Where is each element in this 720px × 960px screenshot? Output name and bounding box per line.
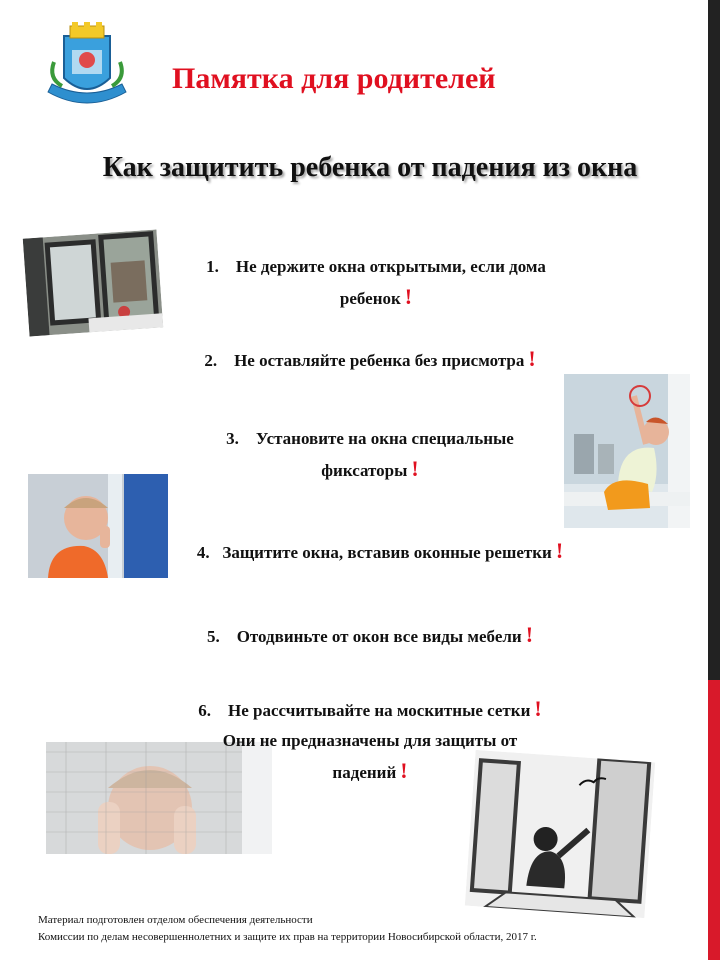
city-coat-of-arms-icon — [44, 22, 130, 110]
exclamation-icon: ! — [525, 622, 534, 647]
exclamation-icon: ! — [400, 758, 408, 783]
list-item-6-number: 6. — [198, 701, 212, 720]
exclamation-icon: ! — [404, 284, 413, 309]
list-item-1-number: 1. — [206, 257, 219, 276]
page-title: Памятка для родителей — [172, 62, 496, 95]
list-item-3-text: Установите на окна специальные — [255, 429, 514, 448]
list-item-6-text-cont: падений — [332, 763, 397, 782]
page-subtitle: Как защитить ребенка от падения из окна — [102, 152, 638, 183]
list-item-6-text: Не рассчитывайте на москитные сетки — [228, 701, 531, 720]
footer-line-2: Комиссии по делам несовершеннолетних и защите их прав на территории Новосибирской области, 2017 г. — [38, 931, 537, 943]
list-item-6-line1 — [140, 694, 600, 726]
side-bar-red — [708, 680, 720, 960]
child-on-windowsill-photo — [564, 374, 690, 528]
list-item-5-text: Отодвиньте от окон все виды мебели — [236, 627, 522, 646]
side-bar-dark — [708, 0, 720, 680]
footer-credit — [38, 912, 698, 946]
list-item-4-text: Защитите окна, вставив оконные решетки — [222, 543, 552, 562]
list-item-4-number: 4. — [196, 543, 210, 562]
list-item-2 — [120, 344, 620, 376]
list-item-3-line1 — [170, 424, 570, 454]
footer-line-1: Материал подготовлен отделом обеспечения деятельности — [38, 914, 313, 926]
list-item-5 — [130, 620, 610, 652]
list-item-1-line1 — [146, 252, 606, 282]
list-item-1-text: Не держите окна открытыми, если дома — [235, 257, 546, 276]
exclamation-icon: ! — [528, 346, 536, 371]
list-item-1-text-cont: ребенок — [339, 289, 401, 308]
list-item-6-line2: Они не предназначены для защиты от — [222, 731, 518, 750]
list-item-2-text: Не оставляйте ребенка без присмотра — [234, 351, 525, 370]
list-item-3-number: 3. — [226, 429, 239, 448]
list-item-5-number: 5. — [206, 627, 220, 646]
list-item-3 — [170, 424, 570, 486]
list-item-3-line2 — [170, 454, 570, 486]
list-item-2-number: 2. — [204, 351, 218, 370]
list-item-6 — [140, 694, 600, 788]
list-item-1-line2 — [146, 282, 606, 314]
list-item-6-line3 — [140, 756, 600, 788]
list-item-4 — [120, 536, 640, 568]
list-item-1 — [146, 252, 606, 314]
open-window-photo — [23, 229, 164, 336]
exclamation-icon: ! — [555, 538, 564, 563]
exclamation-icon: ! — [411, 456, 419, 481]
list-item-3-text-cont: фиксаторы — [321, 461, 408, 480]
exclamation-icon: ! — [534, 696, 542, 721]
